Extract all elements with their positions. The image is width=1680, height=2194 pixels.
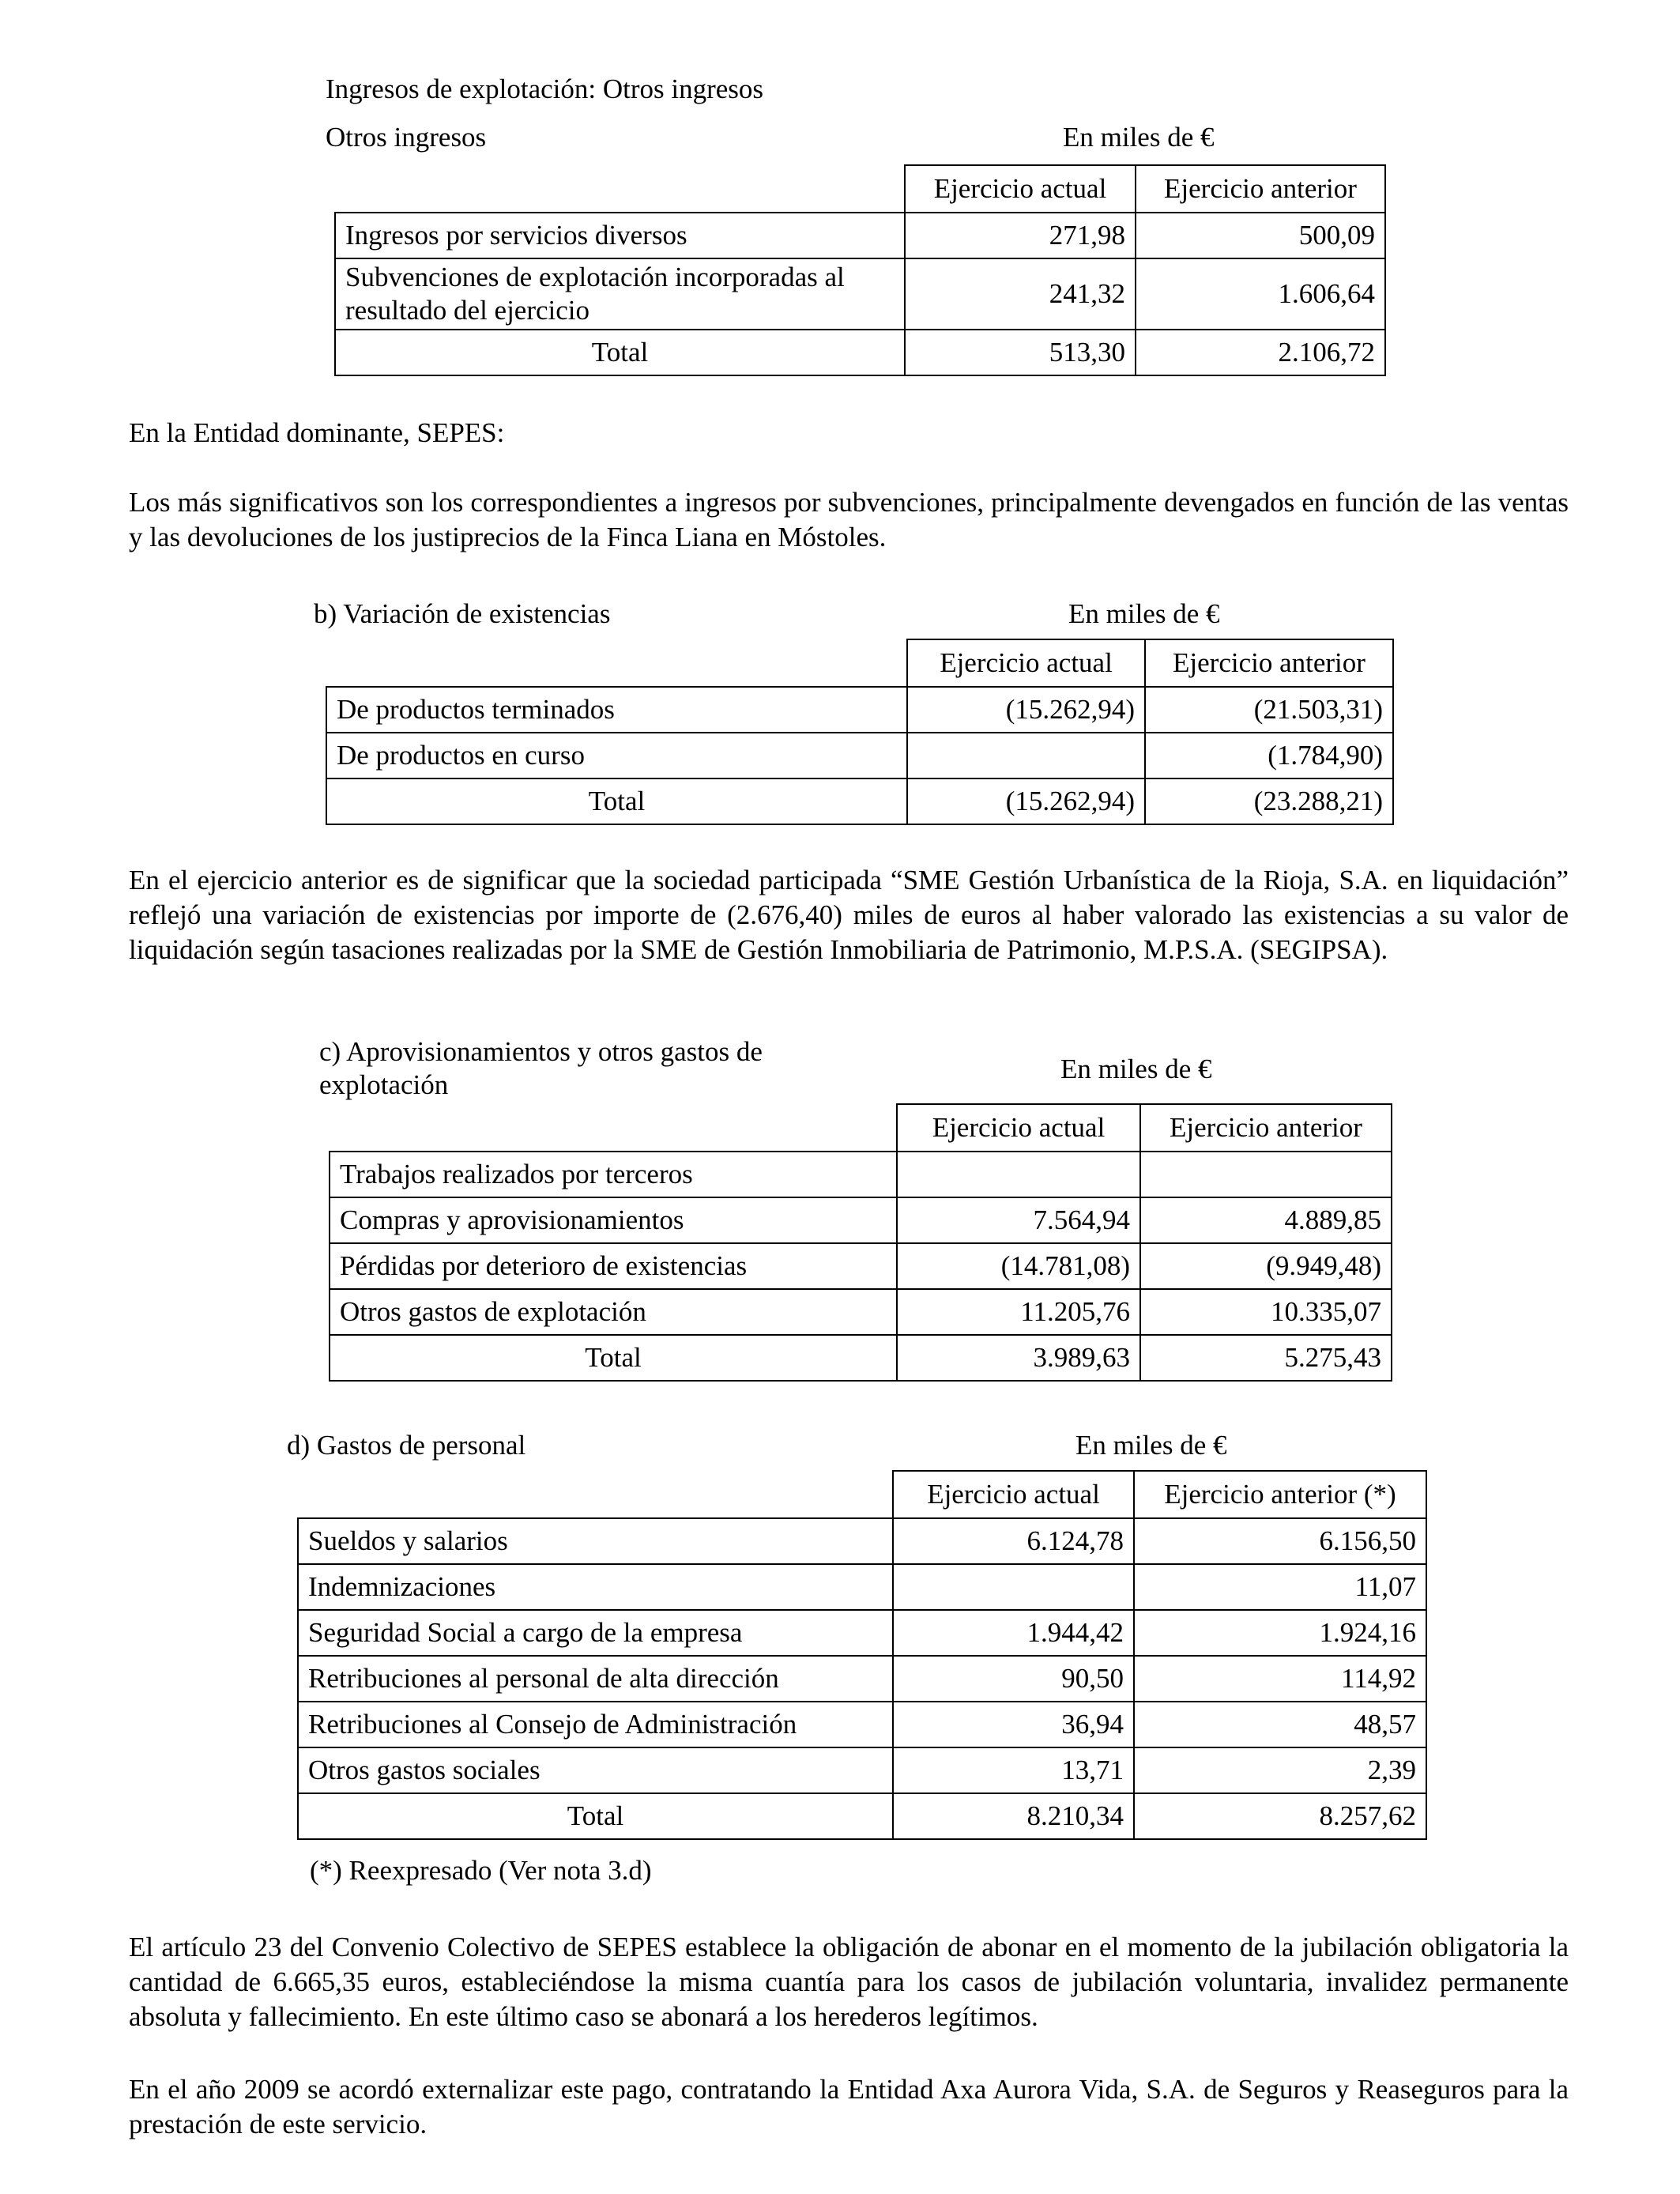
row-previous: 48,57 [1134, 1702, 1426, 1747]
table-row [298, 1747, 1426, 1793]
table-row [330, 1197, 1392, 1243]
table-row [326, 733, 1393, 778]
section-c-heading-line2: explotación [319, 1069, 449, 1100]
table-row [298, 1656, 1426, 1702]
paragraph-axa: En el año 2009 se acordó externalizar este pago, contratando la Entidad Axa Aurora Vida, S.A. de Seguros y Reaseguros para la prestación de este servicio. [129, 2074, 1569, 2139]
personnel-expenses-table [297, 1470, 1427, 1840]
row-label: Total [335, 330, 905, 375]
row-label: Otros gastos de explotación [330, 1289, 897, 1335]
row-label: Sueldos y salarios [298, 1518, 893, 1564]
col-current-header: Ejercicio actual [907, 639, 1145, 687]
paragraph-rioja: En el ejercicio anterior es de significar que la sociedad participada “SME Gestión Urbanística de la Rioja, S.A. en liquidación” reflejó una variación de existencias por importe de (2.676,40) miles de euros al haber valorado las existencias a su valor de liquidación según tasaciones realizadas por la SME de Gestión Inmobiliaria de Patrimonio, M.P.S.A. (SEGIPSA). [129, 865, 1569, 965]
table-row [330, 1243, 1392, 1289]
row-label: Indemnizaciones [298, 1564, 893, 1610]
row-current [893, 1564, 1134, 1610]
row-previous: 10.335,07 [1140, 1289, 1392, 1335]
section-a-subheading: Otros ingresos [326, 122, 487, 153]
other-income-table [334, 164, 1386, 376]
row-current [897, 1152, 1140, 1197]
row-label: Pérdidas por deterioro de existencias [330, 1243, 897, 1289]
section-b-heading: b) Variación de existencias [314, 598, 611, 629]
row-previous: 1.606,64 [1136, 258, 1385, 330]
col-previous-header: Ejercicio anterior [1145, 639, 1393, 687]
table-row [330, 1289, 1392, 1335]
row-previous [1140, 1152, 1392, 1197]
row-current: 513,30 [905, 330, 1136, 375]
row-current: 11.205,76 [897, 1289, 1140, 1335]
table-row [330, 1152, 1392, 1197]
table-header-row [335, 165, 1385, 213]
row-current: 8.210,34 [893, 1793, 1134, 1839]
row-current: 1.944,42 [893, 1610, 1134, 1656]
table-header-row [326, 639, 1393, 687]
table-row [335, 213, 1385, 258]
row-current: 7.564,94 [897, 1197, 1140, 1243]
row-current: 6.124,78 [893, 1518, 1134, 1564]
row-label: De productos terminados [326, 687, 907, 733]
col-current-header: Ejercicio actual [905, 165, 1136, 213]
table-header-row [330, 1104, 1392, 1152]
row-label: Retribuciones al personal de alta dirección [298, 1656, 893, 1702]
row-label: Seguridad Social a cargo de la empresa [298, 1610, 893, 1656]
row-previous: (1.784,90) [1145, 733, 1393, 778]
row-current: 3.989,63 [897, 1335, 1140, 1381]
row-current: 90,50 [893, 1656, 1134, 1702]
row-previous: 2.106,72 [1136, 330, 1385, 375]
row-previous: 11,07 [1134, 1564, 1426, 1610]
row-previous: 4.889,85 [1140, 1197, 1392, 1243]
table-row [298, 1518, 1426, 1564]
table-row [298, 1702, 1426, 1747]
row-current: 13,71 [893, 1747, 1134, 1793]
section-c-unit: En miles de € [1060, 1054, 1212, 1084]
row-previous: 8.257,62 [1134, 1793, 1426, 1839]
row-current: 241,32 [905, 258, 1136, 330]
section-a-unit: En miles de € [1063, 122, 1215, 153]
inventory-variation-table [326, 639, 1394, 825]
section-d-heading: d) Gastos de personal [287, 1430, 526, 1461]
col-previous-header: Ejercicio anterior [1136, 165, 1385, 213]
row-previous: 1.924,16 [1134, 1610, 1426, 1656]
col-previous-header: Ejercicio anterior (*) [1134, 1471, 1426, 1518]
paragraph-convenio: El artículo 23 del Convenio Colectivo de SEPES establece la obligación de abonar en el momento de la jubilación obligatoria la cantidad de 6.665,35 euros, estableciéndose la misma cuantía para los casos de jubilación voluntaria, invalidez permanente absoluta y fallecimiento. En este último caso se abonará a los herederos legítimos. [129, 1932, 1569, 2032]
table-row-total [326, 778, 1393, 824]
row-label: De productos en curso [326, 733, 907, 778]
row-label: Ingresos por servicios diversos [335, 213, 905, 258]
supplies-expenses-table [329, 1103, 1392, 1382]
table-row-total [330, 1335, 1392, 1381]
row-previous: 5.275,43 [1140, 1335, 1392, 1381]
row-previous: 500,09 [1136, 213, 1385, 258]
section-d-footnote: (*) Reexpresado (Ver nota 3.d) [310, 1855, 652, 1886]
row-previous: 114,92 [1134, 1656, 1426, 1702]
table-row [298, 1610, 1426, 1656]
table-row-total [298, 1793, 1426, 1839]
section-a-heading: Ingresos de explotación: Otros ingresos [326, 74, 764, 104]
col-previous-header: Ejercicio anterior [1140, 1104, 1392, 1152]
row-label: Total [330, 1335, 897, 1381]
section-b-unit: En miles de € [1068, 598, 1220, 629]
section-d-unit: En miles de € [1075, 1430, 1227, 1461]
row-label: Subvenciones de explotación incorporadas al resultado del ejercicio [335, 258, 905, 330]
row-current: (15.262,94) [907, 687, 1145, 733]
row-label: Compras y aprovisionamientos [330, 1197, 897, 1243]
row-current: 271,98 [905, 213, 1136, 258]
row-current: 36,94 [893, 1702, 1134, 1747]
col-current-header: Ejercicio actual [897, 1104, 1140, 1152]
table-row [335, 258, 1385, 330]
row-previous: 6.156,50 [1134, 1518, 1426, 1564]
row-previous: 2,39 [1134, 1747, 1426, 1793]
table-row [298, 1564, 1426, 1610]
row-previous: (9.949,48) [1140, 1243, 1392, 1289]
paragraph-subvenciones: Los más significativos son los correspondientes a ingresos por subvenciones, principalmente devengados en función de las ventas y las devoluciones de los justiprecios de la Finca Liana en Móstoles. [129, 487, 1569, 552]
row-label: Otros gastos sociales [298, 1747, 893, 1793]
row-previous: (21.503,31) [1145, 687, 1393, 733]
section-c-heading-line1: c) Aprovisionamientos y otros gastos de [319, 1036, 763, 1067]
row-current [907, 733, 1145, 778]
row-label: Total [298, 1793, 893, 1839]
row-current: (15.262,94) [907, 778, 1145, 824]
paragraph-entity: En la Entidad dominante, SEPES: [129, 417, 505, 448]
row-previous: (23.288,21) [1145, 778, 1393, 824]
col-current-header: Ejercicio actual [893, 1471, 1134, 1518]
table-row [326, 687, 1393, 733]
table-header-row [298, 1471, 1426, 1518]
table-row-total [335, 330, 1385, 375]
row-label: Trabajos realizados por terceros [330, 1152, 897, 1197]
row-label: Retribuciones al Consejo de Administración [298, 1702, 893, 1747]
row-label: Total [326, 778, 907, 824]
row-current: (14.781,08) [897, 1243, 1140, 1289]
